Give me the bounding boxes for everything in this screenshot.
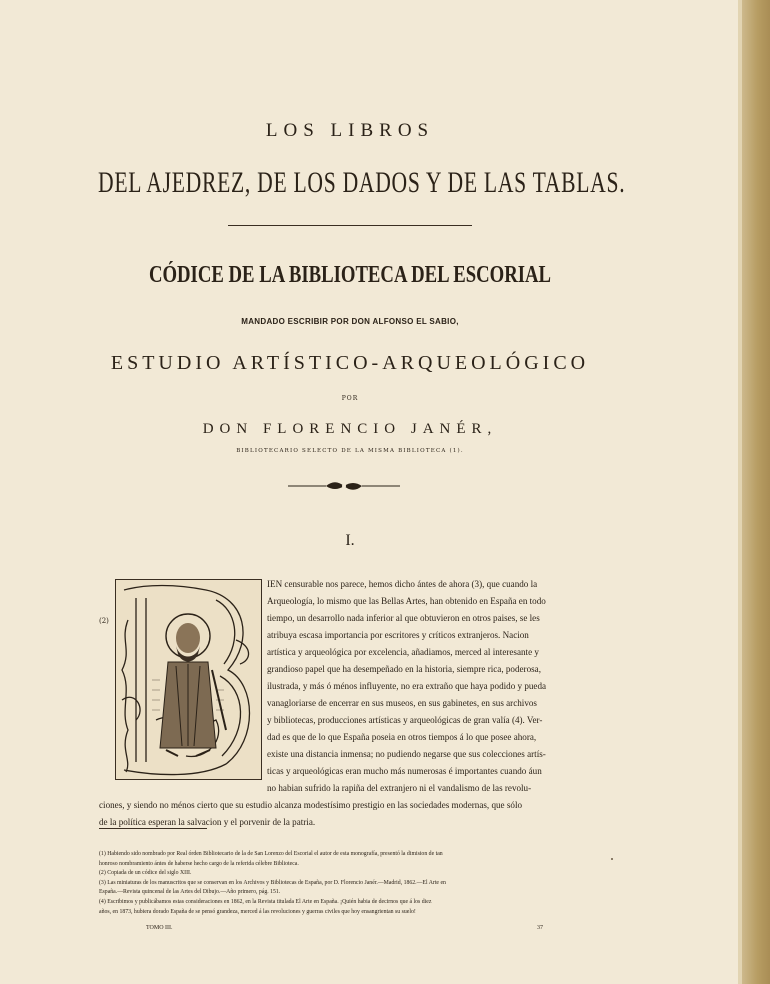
footnote-line: (4) Escribimos y publicábamos estas consideraciones en 1862, en la Revista titulada El Arte en España. ¡Quién habia de decirnos que á los diez (99, 898, 432, 905)
study-heading: ESTUDIO ARTÍSTICO-ARQUEOLÓGICO (110, 352, 590, 374)
section-numeral: I. (345, 532, 355, 549)
title-line-2: DEL AJEDREZ, DE LOS DADOS Y DE LAS TABLAS. (97, 166, 626, 199)
page-number: 37 (537, 925, 543, 931)
text-line: ticas y arqueológicas eran mucho más numerosas é importantes cuando áun (267, 766, 542, 776)
footnote-line: (1) Habiendo sido nombrado por Real órden Bibliotecario de la de San Lorenzo del Escorial el autor de esta monografía, presentó la dimision de tan (99, 851, 443, 857)
text-line: atribuya escasa importancia por escritores y críticos extranjeros. Nacion (267, 630, 529, 640)
text-line: de la política esperan la salvacion y el porvenir de la patria. (99, 817, 316, 827)
text-line: artística y arqueológica por excelencia, añadiamos, merced al interesante y (267, 647, 539, 657)
footnote-line: España.—Revista quincenal de las Artes del Dibujo.—Año primero, pág. 151. (99, 889, 281, 896)
ornament-divider-icon (286, 479, 402, 493)
text-line: y bibliotecas, producciones artísticas y arqueológicas de gran valía (4). Ver- (267, 715, 543, 725)
volume-label: TOMO III. (146, 925, 173, 931)
text-line: ciones, y siendo no ménos cierto que su estudio alcanza modestísimo prestigio en las sociedades modernas, que sólo (99, 800, 523, 810)
body-paragraph (99, 576, 601, 831)
text-line: tiempo, un desarrollo nada inferior al que obtuvieron en otros paises, se les (267, 613, 540, 623)
text-line: no habian sufrido la rapiña del extranjero ni el vandalismo de las revolu- (267, 783, 532, 793)
footnote-rule (99, 828, 207, 829)
title-line-1: LOS LIBROS (265, 120, 435, 141)
text-line: vanagloriarse de encerrar en sus museos, en sus gabinetes, en sus archivos (267, 698, 537, 708)
book-edge (742, 0, 770, 984)
author-role: BIBLIOTECARIO SELECTO DE LA MISMA BIBLIOTECA (1). (236, 448, 464, 454)
text-line: dad es que de lo que España poseia en otros tiempos á lo que posee ahora, (267, 732, 537, 742)
footnote-line: años, en 1873, hubiera dorado España de se pensó grandeza, merced á las revoluciones y guerras civiles que hoy ensangrientan su suelo! (99, 908, 416, 915)
text-line: ilustrada, y más ó ménos influyente, no era extraño que haya podido y pueda (267, 681, 547, 691)
text-line: existe una distancia inmensa; no pudiendo negarse que sus colecciones artís- (267, 749, 546, 759)
footnote-line: (2) Copiada de un códice del siglo XIII. (99, 870, 192, 877)
commission-line: MANDADO ESCRIBIR POR DON ALFONSO EL SABIO, (241, 317, 459, 326)
footnotes (99, 850, 604, 917)
speck (611, 858, 613, 860)
text-line: grandioso papel que ha desempeñado en la historia, siempre rica, poderosa, (267, 664, 541, 674)
footnote-line: (3) Las miniaturas de los manuscritos que se conservan en los Archivos y Bibliotecas de España, por D. Florencio Janér.—Madrid, 1862.—El Arte en (99, 879, 446, 886)
text-line: IEN censurable nos parece, hemos dicho ántes de ahora (3), que cuando la (267, 579, 538, 589)
footnote-line: honroso nombramiento ántes de haberse hecho cargo de la referida célebre Biblioteca. (99, 860, 299, 867)
codex-heading: CÓDICE DE LA BIBLIOTECA DEL ESCORIAL (148, 262, 552, 288)
title-rule (228, 225, 472, 226)
author-name: DON FLORENCIO JANÉR, (202, 421, 498, 437)
por-label: POR (341, 395, 359, 402)
dropcap-note-mark: (2) (99, 617, 109, 625)
text-line: Arqueología, lo mismo que las Bellas Artes, han obtenido en España en todo (267, 596, 546, 606)
